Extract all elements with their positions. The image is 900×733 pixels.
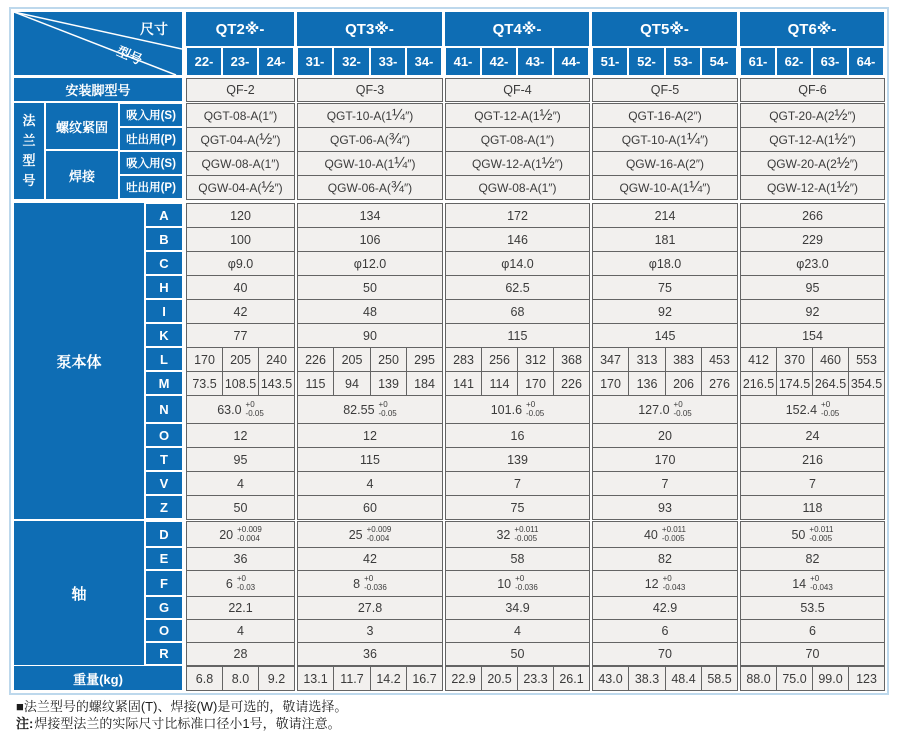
data-cell: 4 (297, 471, 443, 496)
data-cell: 145 (592, 323, 738, 348)
column-subheader: 53- (666, 48, 700, 75)
flange-model-label: 法 兰 型 号 (14, 103, 44, 199)
dimension-code-label: R (146, 643, 182, 664)
flange-discharge-label: 吐出用(P) (120, 128, 182, 150)
data-cell: 120 (186, 203, 295, 228)
column-group-header: QT3※- (297, 12, 442, 46)
dimension-code-label: H (146, 276, 182, 298)
flange-fasten-label: 螺纹紧固 (46, 103, 118, 149)
data-cell: 50 +0.011 -0.005 (740, 521, 885, 548)
data-cell: QGW-08-A(1″) (186, 151, 295, 176)
data-cell: QGW-10-A(1 ¼ ″) (592, 175, 738, 200)
column-group-header: QT6※- (740, 12, 884, 46)
data-cell: 82 (592, 547, 738, 571)
data-cell: 412 (740, 347, 777, 372)
data-cell: 34.9 (445, 596, 590, 620)
data-cell: 6.8 (186, 666, 223, 691)
data-cell: 62.5 (445, 275, 590, 300)
data-cell: 172 (445, 203, 590, 228)
data-cell: 184 (406, 371, 443, 396)
data-cell: 7 (740, 471, 885, 496)
data-cell: 229 (740, 227, 885, 252)
data-cell: 108.5 (222, 371, 259, 396)
data-cell: 170 (517, 371, 554, 396)
data-cell: 22.1 (186, 596, 295, 620)
data-cell: 174.5 (776, 371, 813, 396)
data-cell: 50 (297, 275, 443, 300)
data-cell: 368 (553, 347, 590, 372)
data-cell: 170 (592, 447, 738, 472)
data-cell: 127.0 +0 -0.05 (592, 395, 738, 424)
note-weld-size-prefix: 注: (16, 716, 34, 731)
data-cell: 24 (740, 423, 885, 448)
data-cell: 22.9 (445, 666, 482, 691)
data-cell: 95 (186, 447, 295, 472)
dimension-code-label: T (146, 448, 182, 470)
data-cell: 347 (592, 347, 629, 372)
data-cell: 14 +0 -0.043 (740, 570, 885, 597)
data-cell: 4 (445, 619, 590, 643)
data-cell: 181 (592, 227, 738, 252)
dimension-code-label: V (146, 472, 182, 494)
data-cell: 93 (592, 495, 738, 520)
data-cell: 115 (445, 323, 590, 348)
data-cell: 43.0 (592, 666, 629, 691)
column-subheader: 54- (702, 48, 736, 75)
data-cell: 16.7 (406, 666, 443, 691)
column-subheader: 62- (777, 48, 811, 75)
pump-body-section-label: 泵本体 (14, 203, 144, 519)
data-cell: 42 (297, 547, 443, 571)
column-subheader: 32- (334, 48, 369, 75)
data-cell: φ18.0 (592, 251, 738, 276)
data-cell: 12 (297, 423, 443, 448)
data-cell: 90 (297, 323, 443, 348)
dimension-code-label: I (146, 300, 182, 322)
note-flange-optional-text: ■法兰型号的螺纹紧固(T)、焊接(W)是可选的，敬请选择。 (16, 699, 348, 714)
dimension-code-label: E (146, 548, 182, 569)
data-cell: QGW-12-A(1 ½ ″) (740, 175, 885, 200)
data-cell: QGW-04-A( ½ ″) (186, 175, 295, 200)
dimension-code-label: D (146, 522, 182, 546)
data-cell: 8.0 (222, 666, 259, 691)
column-subheader: 52- (629, 48, 664, 75)
data-cell: 14.2 (370, 666, 407, 691)
note-weld-size (16, 713, 341, 732)
dimension-code-label: C (146, 252, 182, 274)
data-cell: 42.9 (592, 596, 738, 620)
data-cell: 154 (740, 323, 885, 348)
data-cell: 170 (186, 347, 223, 372)
data-cell: 58.5 (701, 666, 738, 691)
data-cell: φ14.0 (445, 251, 590, 276)
data-cell: 264.5 (812, 371, 849, 396)
data-cell: 50 (445, 642, 590, 666)
data-cell: 94 (333, 371, 371, 396)
data-cell: 38.3 (628, 666, 666, 691)
data-cell: 4 (186, 619, 295, 643)
data-cell: 370 (776, 347, 813, 372)
data-cell: 216 (740, 447, 885, 472)
data-cell: 206 (665, 371, 702, 396)
corner-size-label: 尺寸 (140, 21, 168, 37)
data-cell: QGT-04-A( ½ ″) (186, 127, 295, 152)
data-cell: 20 (592, 423, 738, 448)
data-cell: 295 (406, 347, 443, 372)
data-cell: 205 (222, 347, 259, 372)
data-cell: 170 (592, 371, 629, 396)
data-cell: 6 +0 -0.03 (186, 570, 295, 597)
data-cell: 28 (186, 642, 295, 666)
data-cell: 152.4 +0 -0.05 (740, 395, 885, 424)
data-cell: 106 (297, 227, 443, 252)
data-cell: 114 (481, 371, 518, 396)
data-cell: 205 (333, 347, 371, 372)
data-cell: QGT-08-A(1″) (445, 127, 590, 152)
data-cell: 60 (297, 495, 443, 520)
header-corner-cell (14, 12, 182, 75)
data-cell: QGT-16-A(2″) (592, 103, 738, 128)
dimension-code-label: N (146, 396, 182, 422)
column-subheader: 64- (849, 48, 883, 75)
data-cell: QGW-10-A(1 ¼ ″) (297, 151, 443, 176)
column-subheader: 42- (482, 48, 516, 75)
data-cell: QGT-08-A(1″) (186, 103, 295, 128)
mounting-foot-label: 安装脚型号 (14, 78, 182, 101)
data-cell: 40 +0.011 -0.005 (592, 521, 738, 548)
dimension-code-label: L (146, 348, 182, 370)
data-cell: 32 +0.011 -0.005 (445, 521, 590, 548)
data-cell: QGW-20-A(2 ½ ″) (740, 151, 885, 176)
data-cell: 26.1 (553, 666, 590, 691)
data-cell: 82 (740, 547, 885, 571)
data-cell: 250 (370, 347, 407, 372)
data-cell: 63.0 +0 -0.05 (186, 395, 295, 424)
column-subheader: 31- (298, 48, 332, 75)
dimension-code-label: K (146, 324, 182, 346)
data-cell: 11.7 (333, 666, 371, 691)
column-subheader: 51- (593, 48, 627, 75)
data-cell: QGT-20-A(2 ½ ″) (740, 103, 885, 128)
data-cell: 312 (517, 347, 554, 372)
data-cell: 23.3 (517, 666, 554, 691)
data-cell: 6 (740, 619, 885, 643)
data-cell: 25 +0.009 -0.004 (297, 521, 443, 548)
data-cell: QF-2 (186, 78, 295, 102)
data-cell: QGT-12-A(1 ½ ″) (740, 127, 885, 152)
flange-suction-label: 吸入用(S) (120, 104, 182, 126)
data-cell: QF-5 (592, 78, 738, 102)
data-cell: 50 (186, 495, 295, 520)
dimension-code-label: O (146, 620, 182, 641)
column-subheader: 24- (259, 48, 293, 75)
data-cell: 75 (592, 275, 738, 300)
data-cell: 101.6 +0 -0.05 (445, 395, 590, 424)
data-cell: 99.0 (812, 666, 849, 691)
data-cell: 136 (628, 371, 666, 396)
column-subheader: 43- (518, 48, 552, 75)
data-cell: 118 (740, 495, 885, 520)
data-cell: 4 (186, 471, 295, 496)
dimension-code-label: O (146, 424, 182, 446)
data-cell: 20.5 (481, 666, 518, 691)
data-cell: QGW-06-A( ¾ ″) (297, 175, 443, 200)
data-cell: 283 (445, 347, 482, 372)
data-cell: 7 (592, 471, 738, 496)
data-cell: 92 (592, 299, 738, 324)
data-cell: 95 (740, 275, 885, 300)
data-cell: 139 (445, 447, 590, 472)
data-cell: 100 (186, 227, 295, 252)
data-cell: QGT-10-A(1 ¼ ″) (592, 127, 738, 152)
dimension-code-label: G (146, 597, 182, 618)
note-weld-size-text: 焊接型法兰的实际尺寸比标准口径小1号，敬请注意。 (34, 716, 341, 731)
dimension-code-label: B (146, 228, 182, 250)
shaft-section-label: 轴 (14, 521, 144, 665)
data-cell: 48 (297, 299, 443, 324)
data-cell: 70 (592, 642, 738, 666)
data-cell: 3 (297, 619, 443, 643)
data-cell: 216.5 (740, 371, 777, 396)
data-cell: 146 (445, 227, 590, 252)
data-cell: 42 (186, 299, 295, 324)
data-cell: φ9.0 (186, 251, 295, 276)
dimension-code-label: A (146, 204, 182, 226)
data-cell: 75.0 (776, 666, 813, 691)
column-subheader: 23- (223, 48, 257, 75)
data-cell: 134 (297, 203, 443, 228)
data-cell: 40 (186, 275, 295, 300)
data-cell: 73.5 (186, 371, 223, 396)
data-cell: 82.55 +0 -0.05 (297, 395, 443, 424)
dimension-code-label: Z (146, 496, 182, 518)
data-cell: 9.2 (258, 666, 295, 691)
data-cell: 16 (445, 423, 590, 448)
data-cell: 20 +0.009 -0.004 (186, 521, 295, 548)
flange-weld-label: 焊接 (46, 151, 118, 199)
data-cell: 240 (258, 347, 295, 372)
data-cell: QGT-06-A( ¾ ″) (297, 127, 443, 152)
column-subheader: 41- (446, 48, 480, 75)
data-cell: 6 (592, 619, 738, 643)
data-cell: 77 (186, 323, 295, 348)
column-group-header: QT2※- (186, 12, 294, 46)
data-cell: 226 (553, 371, 590, 396)
column-subheader: 61- (741, 48, 775, 75)
flange-discharge-label: 吐出用(P) (120, 176, 182, 198)
data-cell: QGT-10-A(1 ¼ ″) (297, 103, 443, 128)
data-cell: 10 +0 -0.036 (445, 570, 590, 597)
data-cell: 266 (740, 203, 885, 228)
data-cell: 115 (297, 447, 443, 472)
data-cell: QF-6 (740, 78, 885, 102)
data-cell: φ12.0 (297, 251, 443, 276)
data-cell: 256 (481, 347, 518, 372)
data-cell: 88.0 (740, 666, 777, 691)
data-cell: QGW-08-A(1″) (445, 175, 590, 200)
data-cell: 313 (628, 347, 666, 372)
data-cell: 453 (701, 347, 738, 372)
data-cell: 13.1 (297, 666, 334, 691)
data-cell: QGW-16-A(2″) (592, 151, 738, 176)
data-cell: 139 (370, 371, 407, 396)
data-cell: 75 (445, 495, 590, 520)
dimension-code-label: F (146, 571, 182, 595)
data-cell: 92 (740, 299, 885, 324)
column-subheader: 22- (187, 48, 221, 75)
data-cell: 214 (592, 203, 738, 228)
data-cell: 226 (297, 347, 334, 372)
data-cell: 383 (665, 347, 702, 372)
data-cell: 8 +0 -0.036 (297, 570, 443, 597)
data-cell: 553 (848, 347, 885, 372)
column-subheader: 34- (407, 48, 441, 75)
data-cell: 53.5 (740, 596, 885, 620)
data-cell: 143.5 (258, 371, 295, 396)
column-subheader: 63- (813, 48, 847, 75)
data-cell: 141 (445, 371, 482, 396)
data-cell: 36 (186, 547, 295, 571)
data-cell: 276 (701, 371, 738, 396)
data-cell: QGW-12-A(1 ½ ″) (445, 151, 590, 176)
data-cell: 123 (848, 666, 885, 691)
flange-suction-label: 吸入用(S) (120, 152, 182, 174)
column-subheader: 33- (371, 48, 405, 75)
corner-model-label: 型号 (114, 43, 145, 68)
data-cell: 460 (812, 347, 849, 372)
column-group-header: QT4※- (445, 12, 589, 46)
dimension-code-label: M (146, 372, 182, 394)
data-cell: 70 (740, 642, 885, 666)
column-group-header: QT5※- (592, 12, 737, 46)
data-cell: 7 (445, 471, 590, 496)
data-cell: 27.8 (297, 596, 443, 620)
data-cell: 68 (445, 299, 590, 324)
data-cell: QF-3 (297, 78, 443, 102)
data-cell: 354.5 (848, 371, 885, 396)
data-cell: 12 (186, 423, 295, 448)
column-subheader: 44- (554, 48, 588, 75)
data-cell: QGT-12-A(1 ½ ″) (445, 103, 590, 128)
data-cell: 48.4 (665, 666, 702, 691)
data-cell: 58 (445, 547, 590, 571)
weight-label: 重量(kg) (14, 666, 182, 690)
data-cell: 12 +0 -0.043 (592, 570, 738, 597)
data-cell: 36 (297, 642, 443, 666)
data-cell: 115 (297, 371, 334, 396)
data-cell: QF-4 (445, 78, 590, 102)
data-cell: φ23.0 (740, 251, 885, 276)
